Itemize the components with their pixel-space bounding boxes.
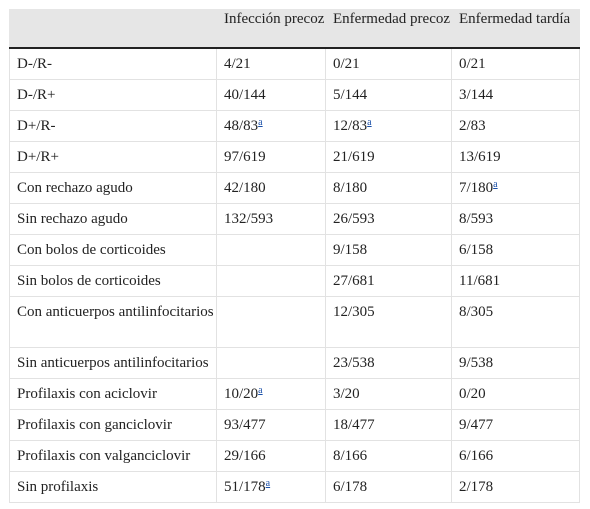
cell-c1 [217,49,326,80]
cell-value: 40/144 [224,87,266,103]
cell-value: 23/538 [333,355,375,371]
cell-c1 [217,142,326,173]
cell-c1 [217,379,326,410]
cell-c2 [326,441,452,472]
cell-value: 6/158 [459,242,494,258]
table-header [9,9,580,49]
header-infeccion-precoz: Infección precoz [217,9,326,49]
cell-c3 [452,111,580,142]
cell-c1 [217,410,326,441]
table-row [9,204,580,235]
footnote-link[interactable]: a [493,179,498,190]
row-label: D+/R+ [9,142,217,173]
row-label: Con bolos de corticoides [9,235,217,266]
cell-c3 [452,379,580,410]
cell-value: 42/180 [224,180,266,196]
cell-c2 [326,204,452,235]
table-row [9,80,580,111]
header-empty [9,9,217,49]
table-row [9,379,580,410]
cell-value: 3/20 [333,386,360,402]
table-row [9,49,580,80]
cell-c3 [452,49,580,80]
cell-c1 [217,80,326,111]
footnote-link[interactable]: a [258,117,263,128]
row-label: Sin anticuerpos antilinfocitarios [9,348,217,379]
cell-c3 [452,173,580,204]
row-label: Sin bolos de corticoides [9,266,217,297]
row-label: D+/R- [9,111,217,142]
cell-c1 [217,472,326,503]
cell-value: 18/477 [333,417,375,433]
cell-c3 [452,348,580,379]
cell-value: 29/166 [224,448,266,464]
cell-value: 26/593 [333,211,375,227]
cell-value: 93/477 [224,417,266,433]
cell-c2 [326,348,452,379]
cell-c2 [326,49,452,80]
cell-c2 [326,111,452,142]
cell-value: 8/305 [459,304,494,320]
row-label: Profilaxis con aciclovir [9,379,217,410]
header-enfermedad-tardia: Enfermedad tardía [452,9,580,49]
table-row [9,297,580,348]
cell-c3 [452,204,580,235]
row-label: Con anticuerpos antilinfocitarios [9,297,217,348]
cell-c1 [217,348,326,379]
cell-value: 10/20 [224,386,259,402]
cell-value: 0/20 [459,386,486,402]
cell-c3 [452,142,580,173]
cell-c1 [217,266,326,297]
row-label: Sin rechazo agudo [9,204,217,235]
cell-value: 2/178 [459,479,494,495]
row-label: Profilaxis con ganciclovir [9,410,217,441]
row-label: D-/R- [9,49,217,80]
cell-value: 0/21 [333,56,360,72]
row-label: D-/R+ [9,80,217,111]
cell-c3 [452,80,580,111]
cell-c2 [326,297,452,348]
cell-c1 [217,441,326,472]
cell-c2 [326,472,452,503]
cell-c1 [217,297,326,348]
cell-c2 [326,410,452,441]
row-label: Profilaxis con valganciclovir [9,441,217,472]
cell-value: 11/681 [459,273,501,289]
cell-value: 12/305 [333,304,375,320]
cell-value: 8/180 [333,180,368,196]
cell-c2 [326,80,452,111]
cell-value: 13/619 [459,149,501,165]
cell-c3 [452,297,580,348]
cell-value: 9/158 [333,242,368,258]
cell-value: 3/144 [459,87,494,103]
cell-value: 12/83 [333,118,368,134]
row-label: Con rechazo agudo [9,173,217,204]
cell-value: 132/593 [224,211,274,227]
cell-value: 9/477 [459,417,494,433]
data-table [9,9,580,503]
cell-value: 8/593 [459,211,494,227]
cell-value: 5/144 [333,87,368,103]
cell-value: 6/166 [459,448,494,464]
cell-c1 [217,111,326,142]
cell-value: 2/83 [459,118,486,134]
cell-c3 [452,266,580,297]
table-row [9,441,580,472]
cell-c1 [217,204,326,235]
table-body [9,49,580,503]
cell-value: 48/83 [224,118,259,134]
header-enfermedad-precoz: Enfermedad precoz [326,9,452,49]
cell-c2 [326,379,452,410]
footnote-link[interactable]: a [265,478,271,489]
table-row [9,266,580,297]
footnote-link[interactable]: a [367,117,372,128]
cell-value: 51/178 [224,479,266,495]
cell-c2 [326,266,452,297]
cell-c1 [217,235,326,266]
cell-c3 [452,235,580,266]
footnote-link[interactable]: a [258,385,263,396]
cell-c3 [452,472,580,503]
cell-value: 6/178 [333,479,368,495]
table-row [9,111,580,142]
table-row [9,173,580,204]
cell-value: 7/180 [459,180,494,196]
cell-c1 [217,173,326,204]
table-row [9,472,580,503]
cell-c3 [452,441,580,472]
cell-c2 [326,173,452,204]
table-row [9,348,580,379]
cell-c2 [326,235,452,266]
cell-value: 4/21 [224,56,251,72]
cell-value: 8/166 [333,448,368,464]
cell-value: 21/619 [333,149,375,165]
cell-c3 [452,410,580,441]
table-row [9,142,580,173]
table-row [9,410,580,441]
cell-value: 0/21 [459,56,486,72]
cell-value: 9/538 [459,355,494,371]
cell-value: 27/681 [333,273,375,289]
row-label: Sin profilaxis [9,472,217,503]
table-row [9,235,580,266]
table-container [9,9,580,503]
cell-value: 97/619 [224,149,266,165]
cell-c2 [326,142,452,173]
